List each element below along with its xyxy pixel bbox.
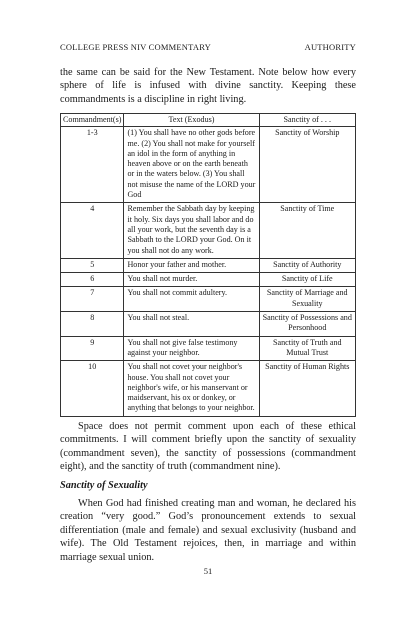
commandment-text: Remember the Sabbath day by keeping it holy. Six days you shall labor and do all your work, but the seventh day is a Sabbath to the LORD your God. On it you shall not do any work.	[124, 203, 259, 258]
sanctity-cell: Sanctity of Authority	[259, 258, 355, 272]
body-paragraph-sexuality: When God had finished creating man and woman, he declared his creation “very good.” God’s pronouncement extends to sexual differentiation (male and female) and sexual exclusivity (husband and wife). The Old Testament rejoices, then, in marriage and within marriage sexual union.	[60, 498, 356, 563]
table-row	[61, 203, 356, 258]
header-sanctity: Sanctity of . . .	[259, 114, 355, 127]
header-book-title: COLLEGE PRESS NIV COMMENTARY	[60, 42, 211, 52]
intro-paragraph: the same can be said for the New Testament. Note below how every sphere of life is infused with divine sanctity. Keeping these commandments is a discipline in right living.	[60, 67, 356, 105]
commandment-text: You shall not murder.	[124, 273, 259, 287]
commandments-table	[60, 113, 356, 417]
header-text: Text (Exodus)	[124, 114, 259, 127]
sanctity-cell: Sanctity of Possessions and Personhood	[259, 312, 355, 337]
commandment-text: You shall not give false testimony against your neighbor.	[124, 336, 259, 361]
commandment-text: Honor your father and mother.	[124, 258, 259, 272]
commandment-number: 8	[61, 312, 124, 337]
commandment-number: 4	[61, 203, 124, 258]
sanctity-cell: Sanctity of Marriage and Sexuality	[259, 287, 355, 312]
sanctity-cell: Sanctity of Worship	[259, 127, 355, 203]
table-row	[61, 127, 356, 203]
commandment-number: 1-3	[61, 127, 124, 203]
table-row	[61, 273, 356, 287]
commandment-number: 5	[61, 258, 124, 272]
section-subheading: Sanctity of Sexuality	[60, 480, 148, 491]
header-commandments: Commandment(s)	[61, 114, 124, 127]
table-row	[61, 361, 356, 416]
commandment-number: 9	[61, 336, 124, 361]
commandment-text: You shall not steal.	[124, 312, 259, 337]
page-number: 51	[203, 566, 213, 576]
table-row	[61, 258, 356, 272]
table-row	[61, 312, 356, 337]
commandment-text: You shall not commit adultery.	[124, 287, 259, 312]
commandment-number: 7	[61, 287, 124, 312]
sanctity-cell: Sanctity of Life	[259, 273, 355, 287]
commandment-text: (1) You shall have no other gods before me. (2) You shall not make for yourself an idol in the form of anything in heaven above or on the earth beneath or in the waters below. (3) You shall not misuse the name of the LORD your God	[124, 127, 259, 203]
table-row	[61, 287, 356, 312]
header-section-title: AUTHORITY	[304, 42, 356, 52]
commandment-number: 6	[61, 273, 124, 287]
commandment-text: You shall not covet your neighbor's house. You shall not covet your neighbor's wife, or his manservant or maidservant, his ox or donkey, or anything that belongs to your neighbor.	[124, 361, 259, 416]
table-header-row	[61, 114, 356, 127]
sanctity-cell: Sanctity of Truth and Mutual Trust	[259, 336, 355, 361]
running-header	[60, 42, 356, 54]
sanctity-cell: Sanctity of Time	[259, 203, 355, 258]
sanctity-cell: Sanctity of Human Rights	[259, 361, 355, 416]
commandment-number: 10	[61, 361, 124, 416]
body-paragraph-ethics: Space does not permit comment upon each of these ethical commitments. I will comment briefly upon the sanctity of sexuality (commandment seven), the sanctity of possessions (commandment eight), and the sanctity of truth (commandment nine).	[60, 421, 356, 473]
table-row	[61, 336, 356, 361]
